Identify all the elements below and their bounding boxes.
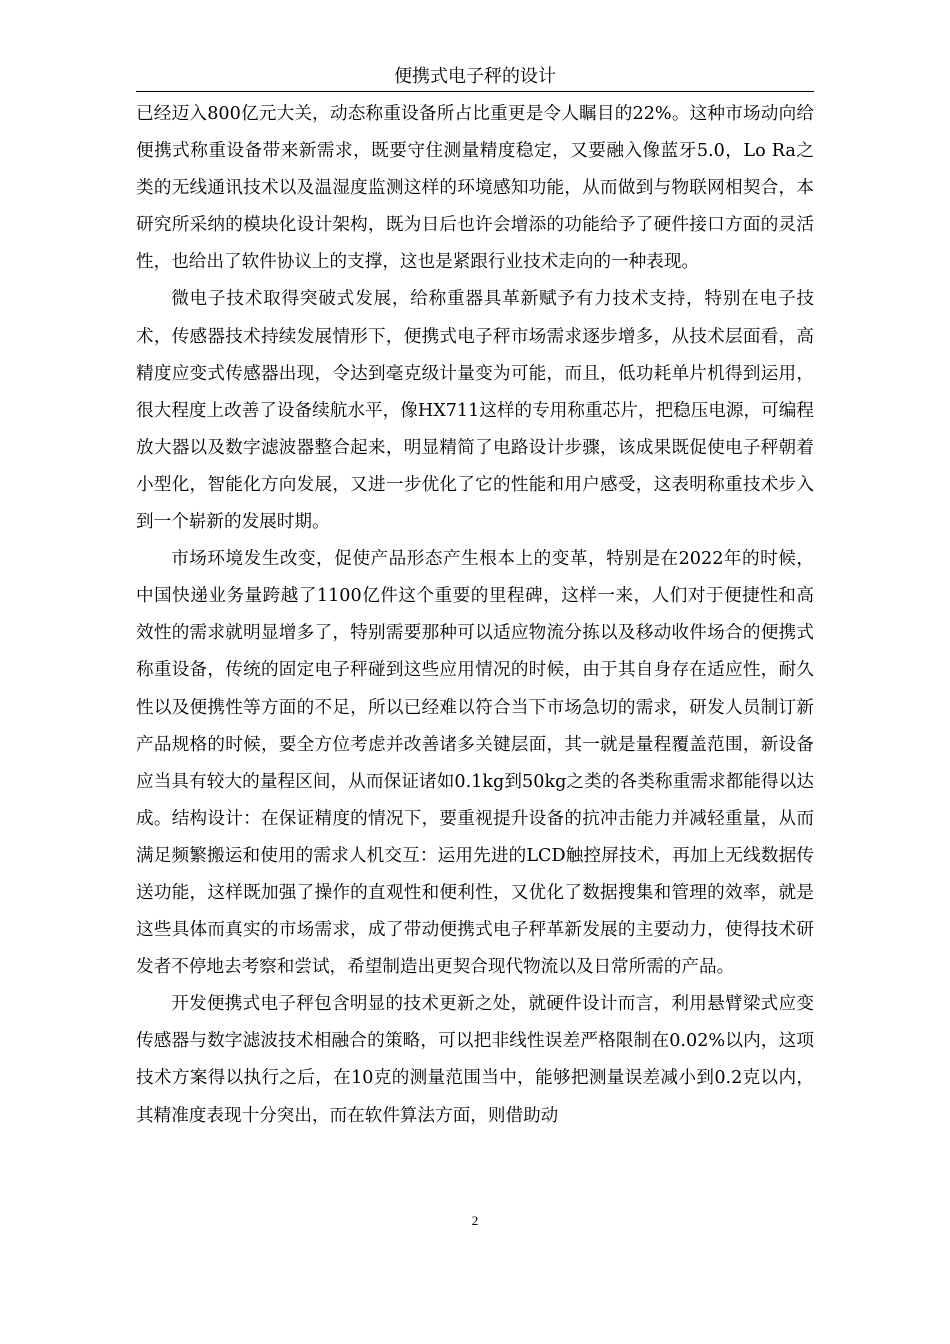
paragraph-2: 微电子技术取得突破式发展，给称重器具革新赋予有力技术支持，特别在电子技术，传感器技术持续发展情形下，便携式电子秤市场需求逐步增多，从技术层面看，高精度应变式传感器出现，令达到毫克级计量变为可能，而且，低功耗单片机得到运用，很大程度上改善了设备续航水平，像HX711这样的专用称重芯片，把稳压电源，可编程放大器以及数字滤波器整合起来，明显精简了电路设计步骤，该成果既促使电子秤朝着小型化，智能化方向发展，又进一步优化了它的性能和用户感受，这表明称重技术步入到一个崭新的发展时期。 <box>136 289 814 533</box>
paragraph-1: 已经迈入800亿元大关，动态称重设备所占比重更是令人瞩目的22%。这种市场动向给便携式称重设备带来新需求，既要守住测量精度稳定，又要融入像蓝牙5.0，Lo Ra之类的无线通讯技术以及温湿度监测这样的环境感知功能，从而做到与物联网相契合，本研究所采纳的模块化设计架构，既为日后也许会增添的功能给予了硬件接口方面的灵活性，也给出了软件协议上的支撑，这也是紧跟行业技术走向的一种表现。 <box>136 104 814 273</box>
page-number: 2 <box>471 1213 479 1228</box>
page-header <box>136 60 814 92</box>
body-text <box>136 96 814 1135</box>
paragraph-4: 开发便携式电子秤包含明显的技术更新之处，就硬件设计而言，利用悬臂梁式应变传感器与数字滤波技术相融合的策略，可以把非线性误差严格限制在0.02%以内，这项技术方案得以执行之后，在10克的测量范围当中，能够把测量误差减小到0.2克以内，其精准度表现十分突出，而在软件算法方面，则借助动 <box>136 994 814 1126</box>
header-title: 便携式电子秤的设计 <box>394 66 556 87</box>
paragraph-3: 市场环境发生改变，促使产品形态产生根本上的变革，特别是在2022年的时候，中国快递业务量跨越了1100亿件这个重要的里程碑，这样一来，人们对于便捷性和高效性的需求就明显增多了，特别需要那种可以适应物流分拣以及移动收件场合的便携式称重设备，传统的固定电子秤碰到这些应用情况的时候，由于其自身存在适应性，耐久性以及便携性等方面的不足，所以已经难以符合当下市场急切的需求，研发人员制订新产品规格的时候，要全方位考虑并改善诸多关键层面，其一就是量程覆盖范围，新设备应当具有较大的量程区间，从而保证诸如0.1kg到50kg之类的各类称重需求都能得以达成。结构设计：在保证精度的情况下，要重视提升设备的抗冲击能力并减轻重量，从而满足频繁搬运和使用的需求人机交互：运用先进的LCD触控屏技术，再加上无线数据传送功能，这样既加强了操作的直观性和便利性，又优化了数据搜集和管理的效率，就是这些具体而真实的市场需求，成了带动便携式电子秤革新发展的主要动力，使得技术研发者不停地去考察和尝试，希望制造出更契合现代物流以及日常所需的产品。 <box>136 549 814 978</box>
